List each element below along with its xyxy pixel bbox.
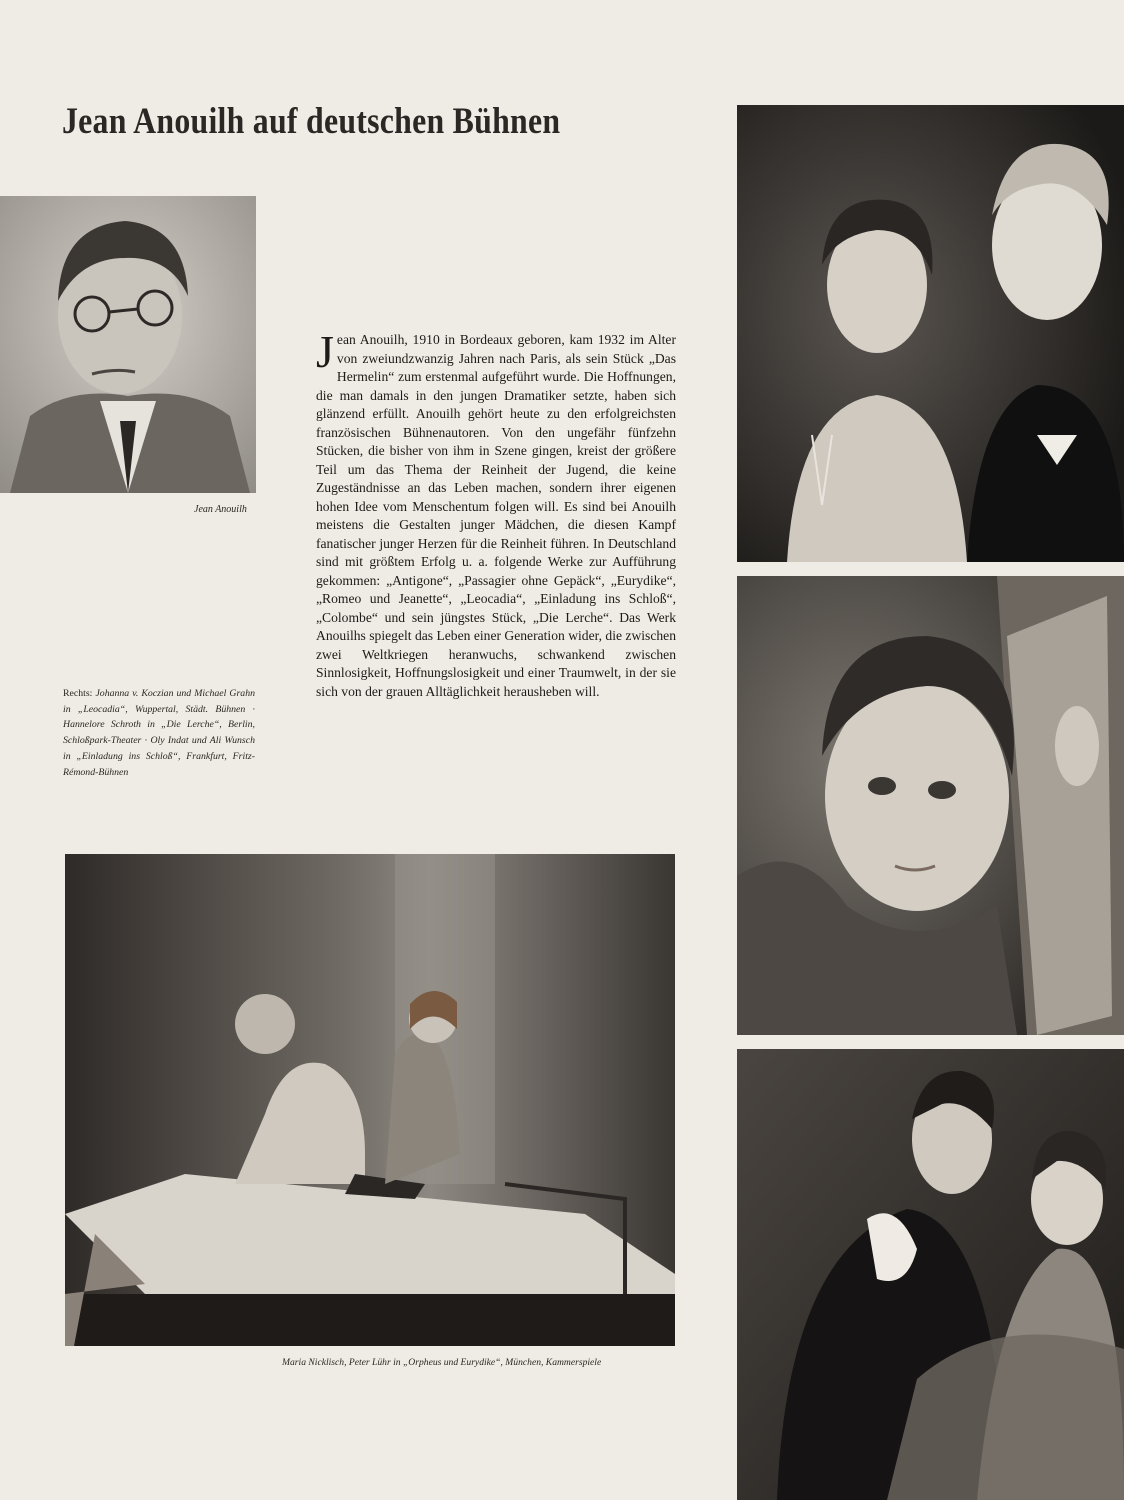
side-caption-lead: Rechts: bbox=[63, 688, 93, 699]
article-body bbox=[316, 326, 676, 701]
stage-photo bbox=[65, 854, 675, 1346]
lerche-photo bbox=[737, 576, 1124, 1035]
einladung-photo bbox=[737, 1049, 1124, 1500]
drop-cap: J bbox=[316, 326, 334, 377]
leocadia-photo bbox=[737, 105, 1124, 562]
stage-photo-caption: Maria Nicklisch, Peter Lühr in „Orpheus und Eurydike“, München, Kammerspiele bbox=[282, 1357, 602, 1368]
article-text: ean Anouilh, 1910 in Bordeaux geboren, kam 1932 im Alter von zweiundzwanzig Jahren nach Paris, als sein Stück „Das Hermelin“ zum erstenmal aufgeführt wurde. Die Hoffnungen, die man damals in den jungen Dramatiker setzte, haben sich glänzend erfüllt. Anouilh gehört heute zu den erfolgreichsten französischen Bühnenautoren. Von den ungefähr fünfzehn Stücken, die bisher von ihm in Szene gingen, kreist der größere Teil um das Thema der Reinheit der Jugend, die keine Zugeständnisse an das Leben machen, sondern ihrer eigenen hohen Idee vom Menschentum folgen will. Es sind bei Anouilh meistens die Gestalten junger Mädchen, die diesen Kampf fanatischer junger Herzen für die Reinheit führen. In Deutschland sind mit größtem Erfolg u. a. folgende Werke zur Aufführung gekommen: „Antigone“, „Passagier ohne Gepäck“, „Eurydike“, „Romeo und Jeanette“, „Leocadia“, „Einladung ins Schloß“, „Colombe“ und sein jüngstes Stück, „Die Lerche“. Das Werk Anouilhs spiegelt das Leben einer Generation wider, die zwischen zwei Weltkriegen heranwuchs, schwankend zwischen Sinnlosigkeit, Hoffnungslosigkeit und einer Traumwelt, in der sie sich von der grauen Alltäglichkeit herausheben will. bbox=[316, 332, 676, 699]
portrait-photo bbox=[0, 196, 256, 493]
side-caption-text: Johanna v. Koczian und Michael Grahn in „Leocadia“, Wuppertal, Städt. Bühnen · Hannelore Schroth in „Die Lerche“, Berlin, Schloßpark-Theater · Oly Indat und Ali Wunsch in „Einladung ins Schloß“, Frankfurt, Fritz-Rémond-Bühnen bbox=[63, 688, 255, 778]
side-caption bbox=[63, 686, 255, 780]
page-title: Jean Anouilh auf deutschen Bühnen bbox=[62, 101, 561, 142]
portrait-caption: Jean Anouilh bbox=[194, 504, 247, 515]
